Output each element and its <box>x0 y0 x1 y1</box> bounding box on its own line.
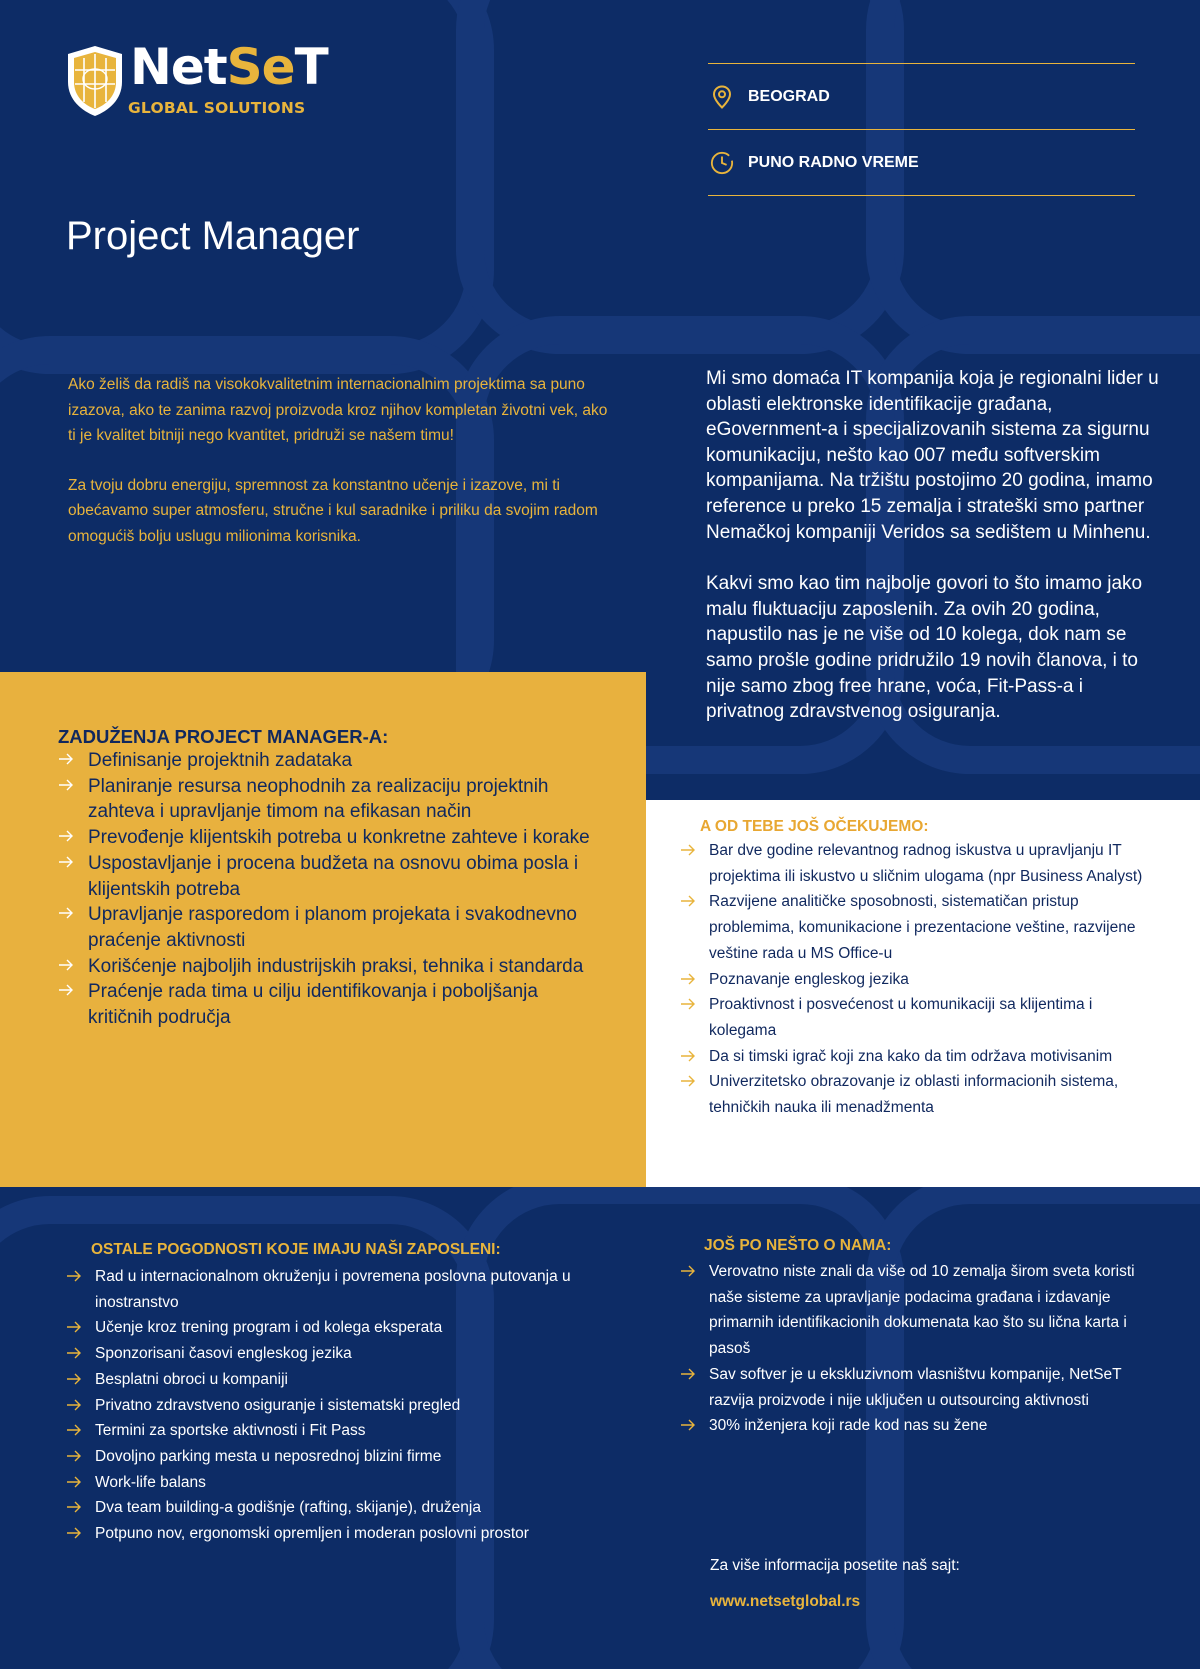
list-item <box>66 1470 626 1496</box>
intro-paragraph: Za tvoju dobru energiju, spremnost za konstantno učenje i izazove, mi ti obećavamo super atmosferu, stručne i kul saradnike i priliku da svojim radom omogućiš bolju uslugu milionima korisnika. <box>68 476 598 545</box>
arrow-right-icon <box>66 1448 82 1464</box>
about-paragraph: Mi smo domaća IT kompanija koja je regionalni lider u oblasti elektronske identifikacije građana, eGovernment-a i specijalizovanih sistema za sigurnu komunikaciju, nešto kao 007 među softverskim kompanijama. Na tržištu postojimo 20 godina, imamo reference u preko 15 zemalja i strateški smo partner Nemačkoj kompaniji Veridos sa sedištem u Minhenu. <box>706 368 1159 543</box>
job-title: Project Manager <box>66 214 360 258</box>
arrow-right-icon <box>680 1073 696 1089</box>
arrow-right-icon <box>66 1525 82 1541</box>
list-item <box>680 1259 1160 1362</box>
list-item <box>66 1315 626 1341</box>
list-item <box>66 1264 626 1315</box>
list-item-text: Praćenje rada tima u cilju identifikovanja i poboljšanja kritičnih područja <box>88 981 538 1029</box>
arrow-right-icon <box>680 1366 696 1382</box>
list-item <box>680 1044 1160 1070</box>
duties-section <box>58 726 598 1031</box>
intro-paragraph: Ako želiš da radiš na visokokvalitetnim internacionalnim projektima sa puno izazova, ako te zanima razvoj proizvoda kroz njihov kompletan životni vek, ako ti je kvalitet bitniji nego kvantitet, pridruži se našem timu! <box>68 376 608 444</box>
list-item-text: Upravljanje rasporedom i planom projekata i svakodnevno praćenje aktivnosti <box>88 904 577 951</box>
list-item-text: Dva team building-a godišnje (rafting, skijanje), druženja <box>95 1499 481 1517</box>
arrow-right-icon <box>680 1048 696 1064</box>
about-paragraph: Kakvi smo kao tim najbolje govori to što imamo jako malu fluktuaciju zaposlenih. Za ovih 20 godina, napustilo nas je ne više od 10 kolega, dok nam se samo prošle godine pridružilo 19 novih članova, i to nije samo zbog free hrane, voća, Fit-Pass-a i privatnog zdravstvenog osiguranja. <box>706 573 1143 723</box>
arrow-right-icon <box>66 1345 82 1361</box>
list-item <box>58 902 598 953</box>
location-pin-icon <box>710 85 734 109</box>
list-item <box>66 1495 626 1521</box>
arrow-right-icon <box>66 1371 82 1387</box>
company-logo <box>64 38 344 124</box>
list-item <box>680 838 1160 889</box>
list-item-text: Učenje kroz trening program i od kolega eksperata <box>95 1319 443 1337</box>
arrow-right-icon <box>58 751 74 767</box>
list-item-text: Uspostavljanje i procena budžeta na osnovu obima posla i klijentskih potreba <box>88 852 579 900</box>
arrow-right-icon <box>680 971 696 987</box>
arrow-right-icon <box>680 996 696 1012</box>
arrow-right-icon <box>66 1422 82 1438</box>
list-item-text: Definisanje projektnih zadataka <box>88 750 353 771</box>
list-item <box>58 825 598 851</box>
list-item <box>680 1069 1160 1120</box>
job-info-box <box>708 63 1135 196</box>
requirements-heading: A OD TEBE JOŠ OČEKUJEMO: <box>700 818 929 835</box>
arrow-right-icon <box>58 854 74 870</box>
arrow-right-icon <box>66 1319 82 1335</box>
list-item <box>680 992 1160 1043</box>
arrow-right-icon <box>66 1397 82 1413</box>
arrow-right-icon <box>58 905 74 921</box>
list-item-text: Poznavanje engleskog jezika <box>709 970 909 988</box>
benefits-list <box>66 1264 626 1547</box>
list-item-text: Work-life balans <box>95 1473 206 1491</box>
intro-text <box>68 372 608 573</box>
arrow-right-icon <box>680 1417 696 1433</box>
list-item-text: Da si timski igrač koji zna kako da tim održava motivisanim <box>709 1047 1113 1065</box>
list-item <box>58 851 598 902</box>
list-item <box>58 748 598 774</box>
arrow-right-icon <box>680 1263 696 1279</box>
list-item-text: Prevođenje klijentskih potreba u konkretne zahteve i korake <box>88 827 590 849</box>
divider <box>708 195 1135 196</box>
list-item <box>680 1362 1160 1413</box>
list-item-text: Proaktivnost i posvećenost u komunikaciji sa klijentima i kolegama <box>709 996 1093 1039</box>
list-item <box>66 1418 626 1444</box>
arrow-right-icon <box>66 1268 82 1284</box>
more-info-text: Za više informacija posetite naš sajt: <box>710 1557 960 1574</box>
list-item <box>66 1521 626 1547</box>
benefits-heading: OSTALE POGODNOSTI KOJE IMAJU NAŠI ZAPOSLENI: <box>91 1241 501 1258</box>
about-company <box>706 366 1166 751</box>
footer <box>710 1555 960 1611</box>
location-row <box>708 64 1135 129</box>
arrow-right-icon <box>66 1474 82 1490</box>
list-item <box>66 1393 626 1419</box>
list-item-text: Sponzorisani časovi engleskog jezika <box>95 1345 352 1363</box>
requirements-list <box>680 838 1160 1121</box>
list-item <box>66 1367 626 1393</box>
list-item-text: Rad u internacionalnom okruženju i povremena poslovna putovanja u inostranstvo <box>95 1268 571 1311</box>
list-item <box>58 954 598 980</box>
list-item <box>680 967 1160 993</box>
list-item <box>66 1341 626 1367</box>
requirements-section <box>680 816 1160 1121</box>
list-item-text: Planiranje resursa neophodnih za realizaciju projektnih zahteva i upravljanje timom na efikasan način <box>88 775 549 823</box>
list-item-text: Korišćenje najboljih industrijskih praksi, tehnika i standarda <box>88 955 584 977</box>
list-item-text: Besplatni obroci u kompaniji <box>95 1370 288 1388</box>
shield-globe-icon <box>64 44 126 118</box>
arrow-right-icon <box>66 1499 82 1515</box>
list-item-text: Potpuno nov, ergonomski opremljen i moderan poslovni prostor <box>95 1525 529 1543</box>
location-label: BEOGRAD <box>748 87 830 105</box>
list-item-text: Privatno zdravstveno osiguranje i sistematski pregled <box>95 1396 461 1414</box>
list-item-text: Bar dve godine relevantnog radnog iskustva u upravljanju IT projektima ili iskustvo u sličnim ulogama (npr Business Analyst) <box>709 842 1143 885</box>
list-item <box>680 1413 1160 1439</box>
list-item-text: Verovatno niste znali da više od 10 zemalja širom sveta koristi naše sisteme za upravljanje podacima građana i izdavanje primarnih identifikacionih dokumenata kao što su lična karta i pasoš <box>709 1263 1135 1358</box>
arrow-right-icon <box>680 893 696 909</box>
list-item <box>680 889 1160 966</box>
arrow-right-icon <box>58 982 74 998</box>
more-about-us-heading: JOŠ PO NEŠTO O NAMA: <box>704 1237 892 1254</box>
list-item <box>58 979 598 1030</box>
logo-subtitle: GLOBAL SOLUTIONS <box>128 99 306 117</box>
more-about-us-list <box>680 1259 1160 1439</box>
arrow-right-icon <box>58 828 74 844</box>
arrow-right-icon <box>680 842 696 858</box>
duties-heading: ZADUŽENJA PROJECT MANAGER-A: <box>58 726 389 747</box>
list-item <box>58 774 598 825</box>
work-time-label: PUNO RADNO VREME <box>748 153 919 171</box>
list-item-text: Razvijene analitičke sposobnosti, sistematičan pristup problemima, komunikacione i prezentacione veštine, razvijene veštine rada u MS Office-u <box>709 893 1136 962</box>
website-link[interactable]: www.netsetglobal.rs <box>710 1593 861 1610</box>
work-time-row <box>708 130 1135 195</box>
list-item-text: Dovoljno parking mesta u neposrednoj blizini firme <box>95 1447 442 1465</box>
clock-icon <box>710 151 734 175</box>
list-item-text: Termini za sportske aktivnosti i Fit Pass <box>95 1422 366 1440</box>
list-item-text: 30% inženjera koji rade kod nas su žene <box>709 1417 988 1435</box>
arrow-right-icon <box>58 957 74 973</box>
arrow-right-icon <box>58 777 74 793</box>
logo-wordmark: NetSeT <box>130 38 328 96</box>
list-item-text: Univerzitetsko obrazovanje iz oblasti informacionih sistema, tehničkih nauka ili menadžmenta <box>709 1073 1119 1117</box>
list-item-text: Sav softver je u ekskluzivnom vlasništvu kompanije, NetSeT razvija proizvode i nije uključen u outsourcing aktivnosti <box>709 1365 1122 1409</box>
list-item <box>66 1444 626 1470</box>
duties-list <box>58 748 598 1031</box>
more-about-us-section <box>680 1235 1160 1439</box>
benefits-section <box>66 1239 626 1547</box>
